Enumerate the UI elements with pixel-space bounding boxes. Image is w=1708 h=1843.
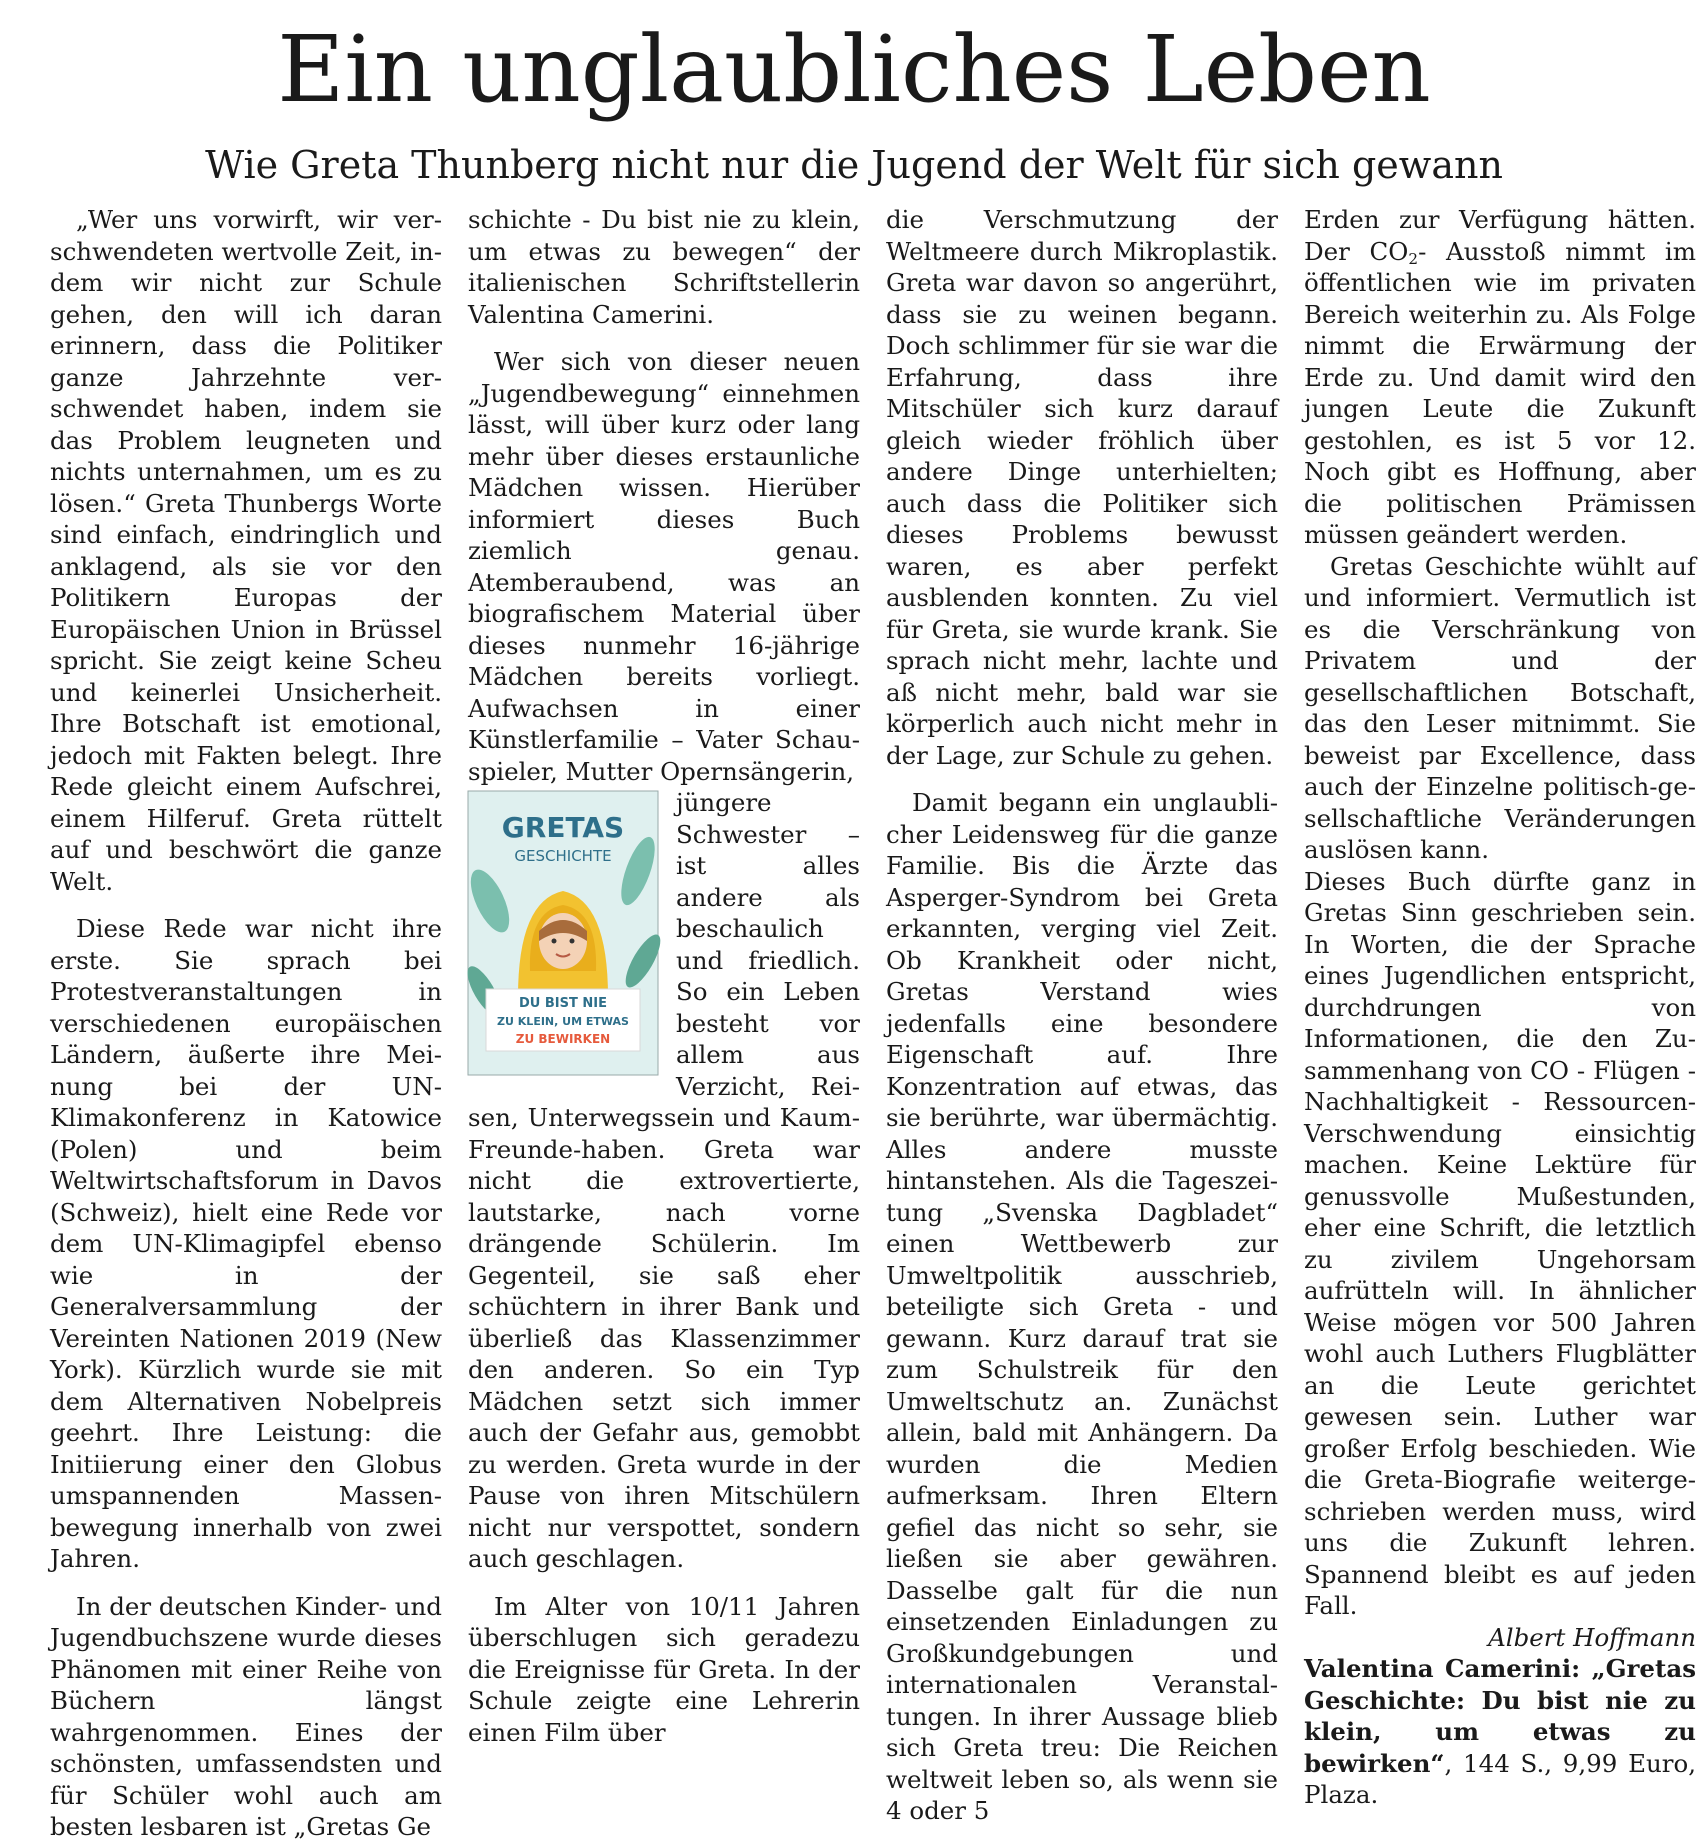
book-cover-image [468, 791, 658, 1075]
paragraph: Im Alter von 10/11 Jahren überschlugen sich geradezu die Ereignisse für Greta. In der Schule zeigte eine Lehrerin einen Film über [468, 1591, 860, 1747]
paragraph: Dieses Buch dürfte ganz in Gretas Sinn geschrieben sein. In Worten, die der Sprache eines Jugendlichen entspricht, durchdrungen von Informationen, die den Zusammenhang von CO - Flügen - Nachhaltigkeit - Ressourcen-Verschwendung einsichtig machen. Keine Lektüre für genussvolle Mußestunden, eher eine Schrift, die letztlich zu zivilem Ungehorsam aufrütteln will. In ähnlicher Weise mögen vor 500 Jahren wohl auch Luthers Flugblätter an die Leute gerichtet gewesen sein. Luther war großer Erfolg beschieden. Wie die Greta-Biografie weitergeschrieben werden muss, wird uns die Zukunft lehren. Spannend bleibt es auf jeden Fall. [1304, 866, 1696, 1620]
column-1 [50, 204, 442, 1841]
subheadline: Wie Greta Thunberg nicht nur die Jugend der Welt für sich gewann [205, 143, 1503, 187]
text-run: - Ausstoß nimmt im öffentlichen wie im privaten Bereich weiterhin zu. Als Folge nimmt die Erwärmung der Erde zu. Und damit wird den jungen Leute die Zukunft gestohlen, es ist 5 vor 12. Noch gibt es Hoffnung, aber die politischen Prämissen müssen geändert werden. [1304, 236, 1696, 549]
column-4 [1304, 204, 1696, 1809]
column-3 [886, 204, 1278, 1825]
paragraph: Gretas Geschichte wühlt auf und informiert. Vermutlich ist es die Verschränkung von Privatem und der gesellschaftlichen Botschaft, das den Leser mitnimmt. Sie beweist par Excellence, dass auch der Einzelne politisch-gesellschaftliche Veränderungen auslösen kann. [1304, 551, 1696, 864]
paragraph [1304, 204, 1696, 551]
paragraph: schichte - Du bist nie zu klein, um etwas zu bewegen“ der italienischen Schriftstellerin Valentina Camerini. [468, 205, 860, 329]
book-sign-line1: DU BIST NIE [519, 996, 607, 1011]
book-reference-details: , 144 S., 9,99 Euro, Plaza. [1304, 1748, 1696, 1809]
book-sign-line2: ZU KLEIN, UM ETWAS [497, 1015, 629, 1028]
paragraph: jüngere Schwester – ist alles andere als beschaulich und friedlich. So ein Leben besteht vor allem aus Verzicht, Reisen, Unterwegssein und Kaum-Freunde-haben. Greta war nicht die extrovertierte, lautstarke, nach vorne drängende Schülerin. Im Gegenteil, sie saß eher schüchtern in ihrer Bank und überließ das Klassenzimmer den anderen. So ein Typ Mädchen setzt sich immer auch der Gefahr aus, gemobbt zu werden. Greta wurde in der Pause von ihren Mitschülern nicht nur verspottet, sondern auch geschlagen. [468, 788, 860, 1573]
paragraph: Diese Rede war nicht ihre erste. Sie sprach bei Protestveranstaltungen in verschiedenen europäischen Ländern, äußerte ihre Meinung bei der UN-Klimakonferenz in Katowice (Polen) und beim Weltwirtschaftsforum in Davos (Schweiz), hielt eine Rede vor dem UN-Klimagipfel ebenso wie in der Generalversammlung der Vereinten Nationen 2019 (New York). Kürzlich wurde sie mit dem Alternativen Nobelpreis geehrt. Ihre Leistung: die Initiierung einer den Globus umspannenden Massenbewegung innerhalb von zwei Jahren. [50, 914, 442, 1573]
column-2 [468, 204, 860, 1747]
paragraph: „Wer uns vorwirft, wir verschwendeten wertvolle Zeit, indem wir nicht zur Schule gehen, den will ich daran erinnern, dass die Politiker ganze Jahrzehnte verschwendet haben, indem sie das Problem leugneten und nichts unternahmen, um es zu lösen.“ Greta Thunbergs Worte sind einfach, eindringlich und anklagend, als sie vor den Politikern Europas der Europäischen Union in Brüssel spricht. Sie zeigt keine Scheu und keinerlei Unsicherheit. Ihre Botschaft ist emotional, jedoch mit Fakten belegt. Ihre Rede gleicht einem Aufschrei, einem Hilferuf. Greta rüttelt auf und beschwört die ganze Welt. [50, 205, 442, 896]
paragraph: In der deutschen Kinder- und Jugendbuchszene wurde dieses Phänomen mit einer Reihe von Büchern längst wahrgenommen. Eines der schönsten, umfassendsten und für Schüler wohl auch am besten lesbaren ist „Gretas Ge [50, 1591, 442, 1841]
text-run: Erden zur Verfügung hätten. Der CO [1304, 205, 1696, 266]
book-reference-title: Valentina Camerini: „Gretas Geschichte: Du bist nie zu klein, um etwas zu bewirken“ [1304, 1654, 1696, 1778]
subscript: 2 [1408, 249, 1419, 268]
book-reference [1304, 1653, 1696, 1811]
headline: Ein unglaubliches Leben [277, 16, 1431, 123]
book-title-line1: GRETAS [501, 811, 625, 844]
paragraph: die Verschmutzung der Weltmeere durch Mikroplastik. Greta war davon so angerührt, dass sie zu weinen begann. Doch schlimmer für sie war die Erfahrung, dass ihre Mitschüler sich kurz darauf gleich wieder fröhlich über andere Dinge unterhielten; auch dass die Politiker sich dieses Problems bewusst waren, es aber perfekt ausblenden konnten. Zu viel für Greta, sie wurde krank. Sie sprach nicht mehr, lachte und aß nicht mehr, bald war sie körperlich auch nicht mehr in der Lage, zur Schule zu gehen. [886, 205, 1278, 770]
book-sign-line3: ZU BEWIRKEN [515, 1032, 611, 1046]
paragraph: Wer sich von dieser neuen „Jugendbewegung“ einnehmen lässt, will über kurz oder lang mehr über dieses erstaunliche Mädchen wissen. Hierüber informiert dieses Buch ziemlich genau. Atemberaubend, was an biografischem Material über dieses nunmehr 16-jährige Mädchen bereits vorliegt. Aufwachsen in einer Künstlerfamilie – Vater Schauspieler, Mutter Opernsängerin, [468, 347, 860, 786]
author-signature: Albert Hoffmann [1488, 1622, 1696, 1652]
book-title-line2: GESCHICHTE [514, 847, 612, 865]
paragraph: Damit begann ein unglaublicher Leidensweg für die ganze Familie. Bis die Ärzte das Asperger-Syndrom bei Greta erkannten, verging viel Zeit. Ob Krankheit oder nicht, Gretas Verstand wies jedenfalls eine besondere Eigenschaft auf. Ihre Konzentration auf etwas, das sie berührte, war übermächtig. Alles andere musste hintanstehen. Als die Tageszeitung „Svenska Dagbladet“ einen Wettbewerb zur Umweltpolitik ausschrieb, beteiligte sich Greta - und gewann. Kurz darauf trat sie zum Schulstreik für den Umweltschutz an. Zunächst allein, bald mit Anhängern. Da wurden die Medien aufmerksam. Ihren Eltern gefiel das nicht so sehr, sie ließen sie aber gewähren. Dasselbe galt für die nun einsetzenden Einladungen zu Großkundgebungen und internationalen Veranstaltungen. In ihrer Aussage blieb sich Greta treu: Die Reichen weltweit leben so, als wenn sie 4 oder 5 [886, 788, 1278, 1825]
